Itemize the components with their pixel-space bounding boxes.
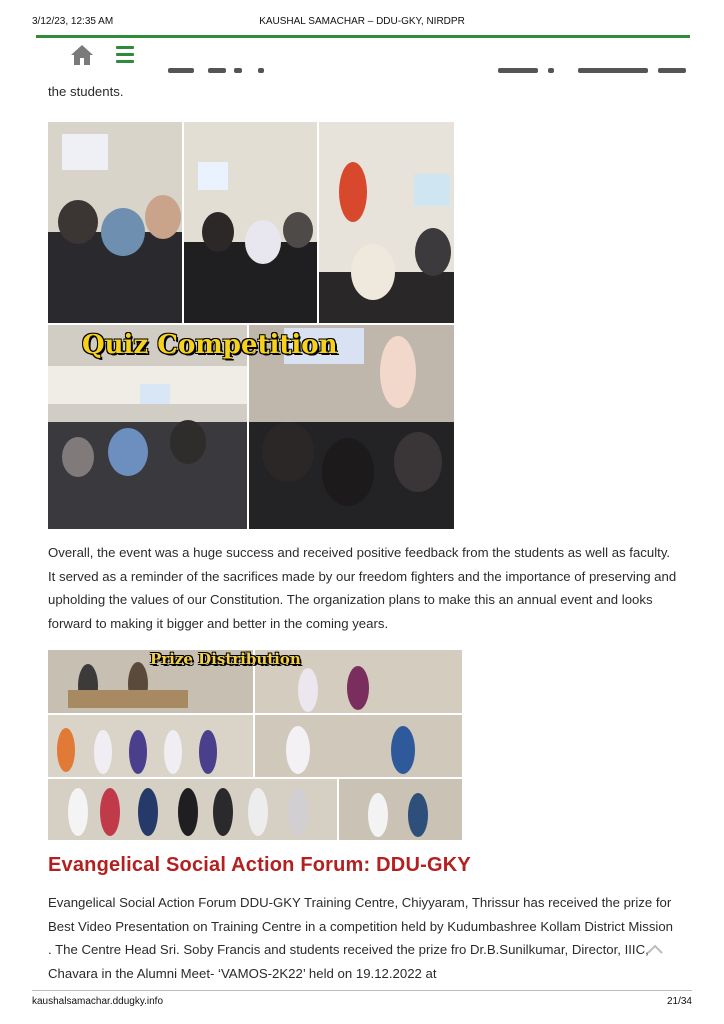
quiz-competition-caption: Quiz Competition — [82, 330, 338, 360]
print-site-title: KAUSHAL SAMACHAR – DDU-GKY, NIRDPR — [259, 16, 465, 27]
prize-distribution-caption: Prize Distribution — [150, 650, 301, 668]
prize-distribution-photo-collage — [48, 650, 462, 840]
hamburger-menu-icon[interactable] — [116, 46, 134, 62]
home-icon[interactable] — [70, 44, 94, 66]
print-datetime: 3/12/23, 12:35 AM — [32, 16, 114, 27]
print-page-number: 21/34 — [666, 996, 692, 1007]
header-divider — [36, 35, 690, 38]
section-heading: Evangelical Social Action Forum: DDU-GKY — [48, 854, 471, 876]
footer-divider — [32, 990, 692, 991]
overall-paragraph: Overall, the event was a huge success and received positive feedback from the students as well as faculty. It served as a reminder of the sacrifices made by our freedom fighters and the importance of preserving and upholding the values of our Constitution. The organization plans to make this an annual event and looks forward to making it bigger and better in the coming years. — [48, 545, 677, 631]
intro-tail-text: the students. — [48, 84, 124, 99]
print-header — [32, 16, 692, 30]
quiz-competition-photo-collage — [48, 122, 454, 529]
clipped-text-line — [48, 68, 688, 74]
chevron-up-icon[interactable] — [646, 942, 664, 954]
print-footer-url: kaushalsamachar.ddugky.info — [32, 996, 164, 1007]
evangelical-paragraph: Evangelical Social Action Forum DDU-GKY Training Centre, Chiyyaram, Thrissur has received the prize for Best Video Presentation on Training Centre in a competition held by Kudumbashree Kollam District Mission . The Centre Head Sri. Soby Francis and students received the prize fro Dr.B.Sunilkumar, Director, IIIC, Chavara in the Alumni Meet- ‘VAMOS-2K22’ held on 19.12.2022 at — [48, 895, 674, 981]
